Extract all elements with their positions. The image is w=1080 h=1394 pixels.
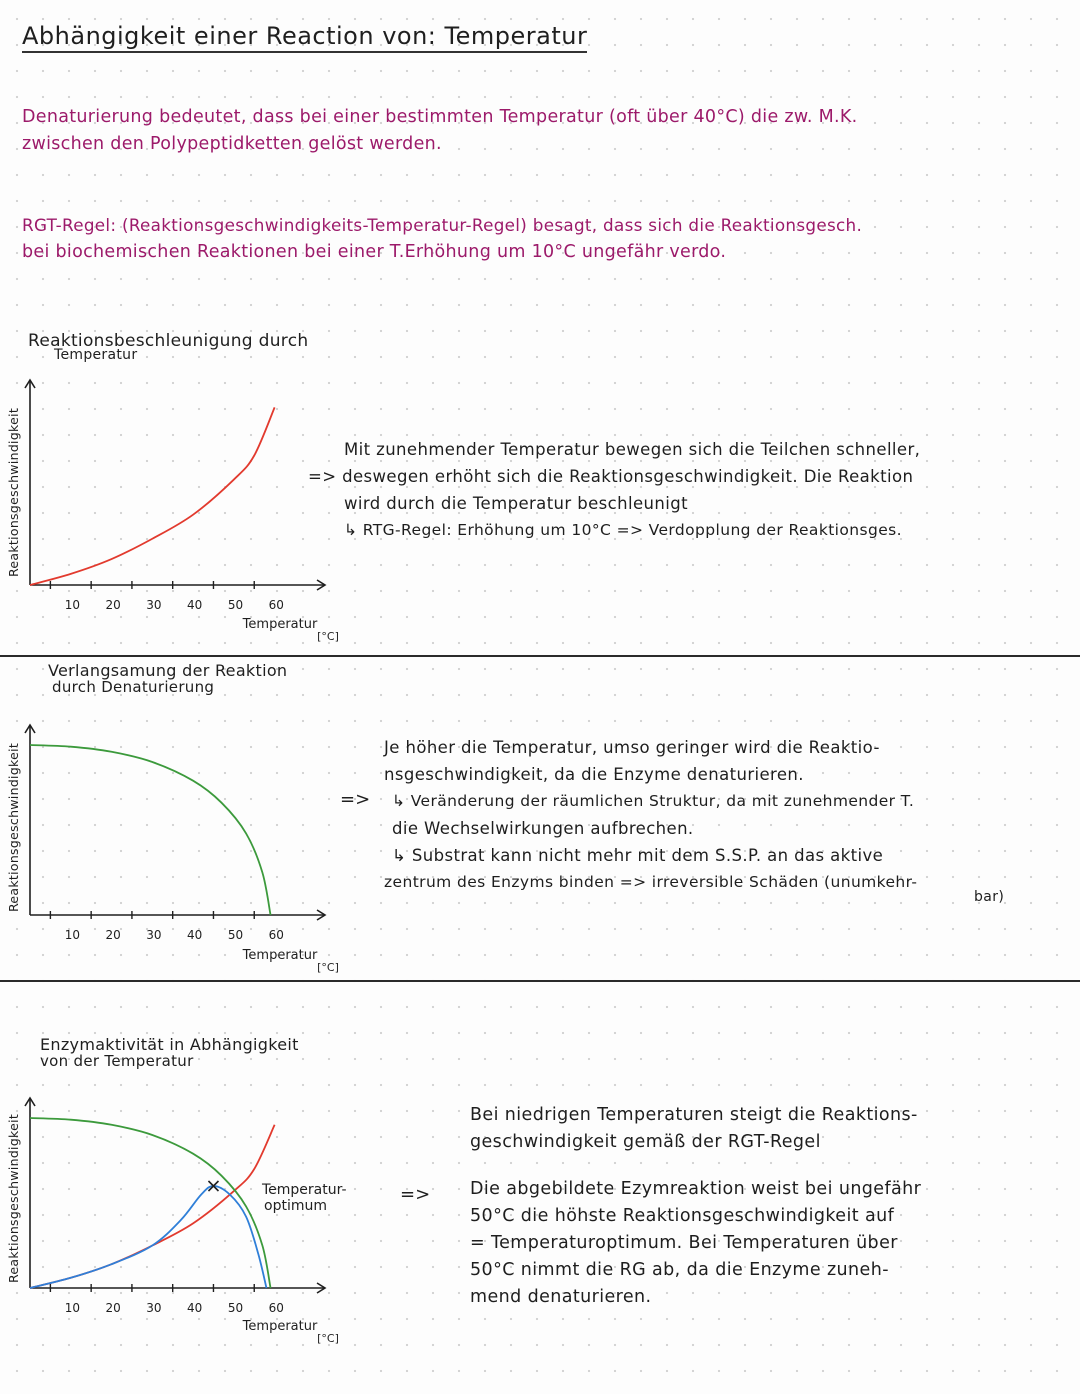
page-title: Abhängigkeit einer Reaction von: Temperatur	[22, 22, 587, 53]
chart3-notes	[470, 1102, 1075, 1311]
x-tick-label: 50	[227, 1301, 244, 1315]
denaturierung-definition	[22, 104, 1072, 158]
chart3-plot	[0, 1060, 400, 1350]
x-tick-label: 40	[187, 1301, 203, 1315]
series-line-enzymaktivität	[30, 1186, 266, 1288]
chart2-title-line1: Verlangsamung der Reaktion	[48, 661, 288, 680]
x-axis-label: Temperatur	[242, 617, 318, 632]
x-axis-unit: [°C]	[317, 630, 339, 643]
x-tick-label: 10	[64, 598, 81, 612]
note-line: nsgeschwindigkeit, da die Enzyme denaturieren.	[384, 765, 804, 784]
optimum-annotation: optimum	[264, 1198, 327, 1214]
series-line-denaturierung	[30, 1118, 271, 1288]
chart3-arrow: =>	[400, 1184, 431, 1205]
x-axis-label: Temperatur	[242, 1319, 318, 1334]
chart3-title-line2: von der Temperatur	[40, 1052, 194, 1070]
rgt-definition	[22, 212, 1072, 266]
x-axis-unit: [°C]	[317, 961, 339, 974]
chart1-title-line1: Reaktionsbeschleunigung durch	[28, 331, 309, 351]
note-line: => deswegen erhöht sich die Reaktionsgeschwindigkeit. Die Reaktion	[308, 467, 914, 486]
note-line: Mit zunehmender Temperatur bewegen sich die Teilchen schneller,	[344, 440, 921, 459]
series-line-denaturierung	[30, 745, 271, 915]
chart2-title	[48, 663, 287, 695]
note-line: wird durch die Temperatur beschleunigt	[344, 494, 688, 513]
optimum-annotation: Temperatur-	[262, 1182, 347, 1198]
chart2-ylabel: Reaktionsgeschwindigkeit	[6, 742, 21, 912]
chart1-plot	[0, 360, 360, 650]
definition-line: RGT-Regel: (Reaktionsgeschwindigkeits-Temperatur-Regel) besagt, dass sich die Reaktionsgesch.	[22, 215, 863, 235]
definition-line: zwischen den Polypeptidketten gelöst werden.	[22, 134, 442, 154]
x-tick-label: 50	[227, 598, 244, 612]
x-tick-label: 30	[146, 928, 162, 942]
x-axis-unit: [°C]	[317, 1332, 339, 1345]
note-line: ↳ Substrat kann nicht mehr mit dem S.S.P. an das aktive	[392, 846, 884, 865]
note-line: die Wechselwirkungen aufbrechen.	[392, 819, 694, 838]
x-tick-label: 60	[268, 598, 284, 612]
chart3-title-line1: Enzymaktivität in Abhängigkeit	[40, 1035, 299, 1054]
section-divider	[0, 655, 1080, 657]
note-line: zentrum des Enzyms binden => irreversible Schäden (unumkehr-	[384, 873, 918, 891]
x-tick-label: 10	[64, 1301, 81, 1315]
x-tick-label: 20	[105, 928, 121, 942]
chart2-title-line2: durch Denaturierung	[52, 678, 215, 696]
note-line: Bei niedrigen Temperaturen steigt die Reaktions-	[470, 1105, 918, 1125]
x-tick-label: 20	[105, 598, 121, 612]
x-axis-label: Temperatur	[242, 948, 318, 963]
x-tick-label: 10	[64, 928, 81, 942]
chart2-plot	[0, 695, 360, 980]
x-tick-label: 30	[146, 1301, 162, 1315]
x-tick-label: 50	[227, 928, 244, 942]
x-tick-label: 30	[146, 598, 162, 612]
chart1-notes	[308, 436, 1073, 544]
note-line: 50°C die höhste Reaktionsgeschwindigkeit auf	[470, 1206, 895, 1226]
x-tick-label: 40	[187, 598, 203, 612]
x-tick-label: 40	[187, 928, 203, 942]
x-tick-label: 20	[105, 1301, 121, 1315]
x-tick-label: 60	[268, 928, 284, 942]
chart3-ylabel: Reaktionsgeschwindigkeit	[6, 1113, 21, 1283]
chart1-title-line2: Temperatur	[54, 347, 138, 363]
series-line-beschleunigung	[30, 407, 275, 585]
note-line: bar)	[974, 889, 1005, 905]
note-line: ↳ RTG-Regel: Erhöhung um 10°C => Verdopplung der Reaktionsges.	[344, 521, 902, 539]
note-line: Je höher die Temperatur, umso geringer wird die Reaktio-	[384, 738, 880, 757]
definition-line: Denaturierung bedeutet, dass bei einer bestimmten Temperatur (oft über 40°C) die zw. M.K.	[22, 107, 858, 127]
note-line: 50°C nimmt die RG ab, da die Enzyme zuneh-	[470, 1260, 889, 1280]
section-divider	[0, 980, 1080, 982]
note-line: mend denaturieren.	[470, 1287, 652, 1307]
chart2-arrow: =>	[340, 789, 371, 810]
note-line: = Temperaturoptimum. Bei Temperaturen über	[470, 1233, 898, 1253]
chart1-ylabel: Reaktionsgeschwindigkeit	[6, 407, 21, 577]
series-line-beschleunigung	[30, 1125, 275, 1288]
note-line: geschwindigkeit gemäß der RGT-Regel	[470, 1132, 821, 1152]
chart2-notes	[384, 734, 1074, 911]
x-tick-label: 60	[268, 1301, 284, 1315]
note-line: Die abgebildete Ezymreaktion weist bei ungefähr	[470, 1179, 922, 1199]
chart1-title	[28, 333, 308, 363]
definition-line: bei biochemischen Reaktionen bei einer T.Erhöhung um 10°C ungefähr verdo.	[22, 242, 727, 262]
note-line: ↳ Veränderung der räumlichen Struktur, da mit zunehmender T.	[392, 792, 915, 810]
